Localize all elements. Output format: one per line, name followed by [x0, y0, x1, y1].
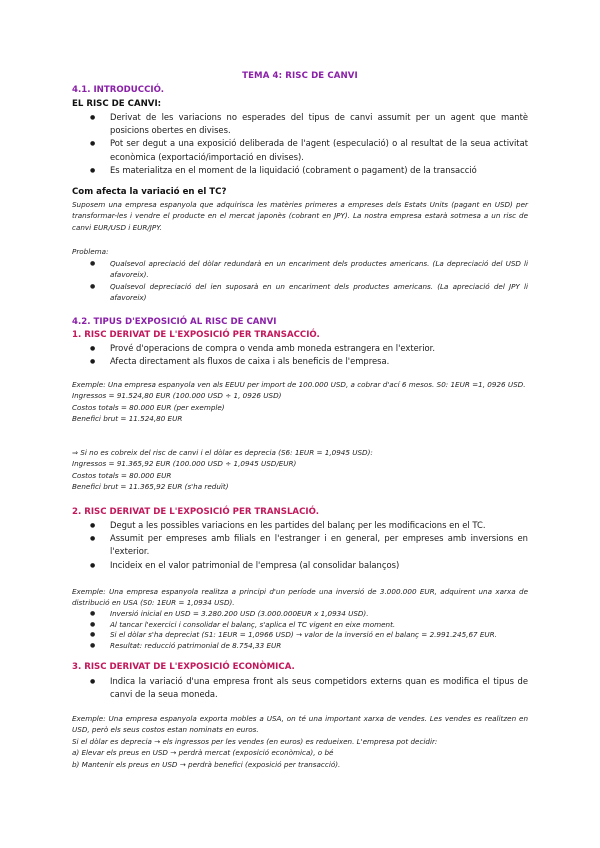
- risc-de-canvi-heading: EL RISC DE CANVI:: [72, 99, 162, 109]
- list-item: ● Indica la variació d'una empresa front als seus competidors externs quan es modifica el tipus de canvi de la seua moneda.: [90, 675, 528, 701]
- example-line: Costos totals = 80.000 EUR: [72, 470, 172, 480]
- tc-question-heading: Com afecta la variació en el TC?: [72, 187, 227, 197]
- list-item: ● Afecta directament als fluxos de caixa i als beneficis de l'empresa.: [90, 355, 528, 368]
- example-line: a) Elevar els preus en USD → perdrà mercat (exposició econòmica), o bé: [72, 748, 334, 758]
- example-line: Benefici brut = 11.365,92 EUR (s'ha reduït): [72, 482, 229, 492]
- list-item: ● Incideix en el valor patrimonial de l'empresa (al consolidar balanços): [90, 559, 528, 572]
- example-line: ⇒ Si no es cobreix del risc de canvi i el dòlar es deprecia (S6: 1EUR = 1,0945 USD):: [72, 448, 373, 457]
- list-item: ● Inversió inicial en USD = 3.280.200 USD (3.000.000EUR x 1,0934 USD).: [90, 609, 528, 620]
- transaccio-example-depreciation: [72, 447, 528, 493]
- list-item: ● Si el dòlar s'ha depreciat (S1: 1EUR = 1,0966 USD) → valor de la inversió en el balanç = 2.991.245,67 EUR.: [90, 630, 528, 641]
- example-line: Exemple: Una empresa espanyola exporta mobles a USA, on té una important xarxa de vendes. Les vendes es realitzen en USD, però els seus costos estan nominats en euros.: [72, 714, 528, 735]
- example-line: Costos totals = 80.000 EUR (per exemple): [72, 402, 225, 412]
- list-item: ● Derivat de les variacions no esperades del tipus de canvi assumit per un agent que mantè posicions obertes en divises.: [90, 111, 528, 137]
- list-item: ● Degut a les possibles variacions en les partides del balanç per les modificacions en el TC.: [90, 519, 528, 532]
- example-line: Ingressos = 91.524,80 EUR (100.000 USD ÷ 1, 0926 USD): [72, 391, 282, 401]
- list-item: ● Resultat: reducció patrimonial de 8.754,33 EUR: [90, 641, 528, 652]
- problema-bullet-list: [90, 258, 528, 304]
- translacio-bullet-list: [90, 519, 528, 572]
- transaccio-bullet-list: [90, 342, 528, 368]
- list-item: ● Es materialitza en el moment de la liquidació (cobrament o pagament) de la transacció: [90, 164, 528, 177]
- section-4-1-heading: 4.1. INTRODUCCIÓ.: [72, 85, 164, 95]
- example-line: Benefici brut = 11.524,80 EUR: [72, 414, 183, 424]
- economica-bullet-list: [90, 675, 528, 701]
- list-item: ● Assumit per empreses amb filials en l'estranger i en general, per empreses amb inversions en l'exterior.: [90, 532, 528, 558]
- example-line: Si el dòlar es deprecia → els ingressos per les vendes (en euros) es redueixen. L'empresa pot decidir:: [72, 736, 438, 746]
- example-line: b) Mantenir els preus en USD → perdrà benefici (exposició per transacció).: [72, 759, 341, 769]
- translacio-example: Exemple: Una empresa espanyola realitza a principi d'un període una inversió de 3.000.000 EUR, adquirent una xarxa de distribució en USA (S0: 1EUR = 1,0934 USD).: [72, 587, 528, 608]
- transaccio-example: [72, 379, 528, 425]
- list-item: ● Qualsevol depreciació del ien suposarà en un encariment dels productes americans. (La apreciació del JPY li afavoreix): [90, 281, 528, 304]
- list-item: ● Pot ser degut a una exposició deliberada de l'agent (especulació) o al resultat de la seua activitat econòmica (exportació/importació en divises).: [90, 137, 528, 163]
- intro-bullet-list: [90, 111, 528, 177]
- economica-heading: 3. RISC DERIVAT DE L'EXPOSICIÓ ECONÒMICA.: [72, 662, 295, 672]
- economica-example: [72, 713, 528, 770]
- problema-label: Problema:: [72, 247, 109, 256]
- section-4-2-heading: 4.2. TIPUS D'EXPOSICIÓ AL RISC DE CANVI: [72, 317, 277, 327]
- example-line: Ingressos = 91.365,92 EUR (100.000 USD ÷ 1,0945 USD/EUR): [72, 459, 297, 469]
- transaccio-heading: 1. RISC DERIVAT DE L'EXPOSICIÓ PER TRANSACCIÓ.: [72, 330, 320, 340]
- translacio-example-bullets: [90, 609, 528, 651]
- document-title: TEMA 4: RISC DE CANVI: [242, 71, 358, 81]
- list-item: ● Qualsevol apreciació del dòlar redundarà en un encariment dels productes americans. (La depreciació del USD li afavoreix).: [90, 258, 528, 281]
- tc-question-text: Suposem una empresa espanyola que adquirisca les matèries primeres a empreses dels Estats Units (pagant en USD) per transformar-les i vendre el producte en el mercat japonès (cobrant en JPY). La nostra empresa estarà sotmesa a un risc de canvi EUR/USD i EUR/JPY.: [72, 200, 528, 232]
- example-line: Exemple: Una empresa espanyola ven als EEUU per import de 100.000 USD, a cobrar d'ací 6 mesos. S0: 1EUR =1, 0926 USD.: [72, 380, 526, 389]
- translacio-heading: 2. RISC DERIVAT DE L'EXPOSICIÓ PER TRANSLACIÓ.: [72, 507, 319, 517]
- list-item: ● Prové d'operacions de compra o venda amb moneda estrangera en l'exterior.: [90, 342, 528, 355]
- list-item: ● Al tancar l'exercici i consolidar el balanç, s'aplica el TC vigent en eixe moment.: [90, 620, 528, 631]
